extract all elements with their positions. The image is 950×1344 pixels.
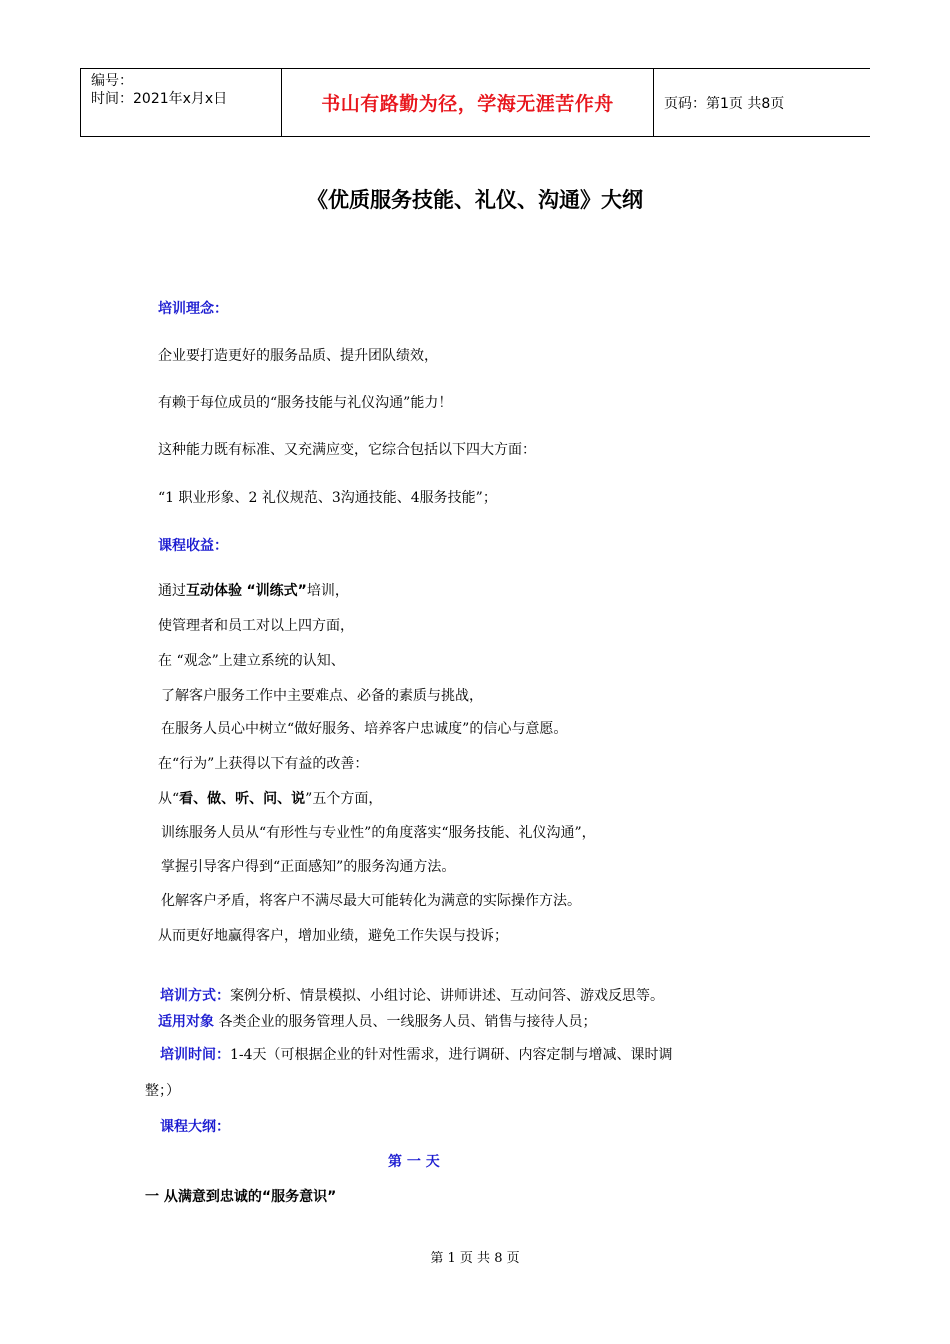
page-footer: 第 1 页 共 8 页 (430, 1251, 520, 1266)
benefits-line: 了解客户服务工作中主要难点、必备的素质与挑战， (161, 688, 483, 704)
benefits-line: 掌握引导客户得到“正面感知”的服务沟通方法。 (161, 859, 456, 875)
duration-label: 培训时间： (160, 1047, 230, 1063)
benefits-line: 化解客户矛盾，将客户不满尽最大可能转化为满意的实际操作方法。 (161, 893, 581, 909)
benefits-line (158, 580, 349, 600)
duration-line-cont: 整；） (145, 1083, 180, 1099)
document-header (80, 68, 870, 137)
benefits-line (158, 788, 382, 808)
benefits-line: 在服务人员心中树立“做好服务、培养客户忠诚度”的信心与意愿。 (161, 721, 568, 737)
header-page-info: 页码：第1页 共8页 (664, 95, 785, 112)
benefits-bold: 看、做、听、问、说 (179, 791, 306, 807)
method-line (160, 985, 664, 1005)
header-meta (80, 69, 282, 136)
audience-line (158, 1011, 596, 1031)
benefits-line: 训练服务人员从“有形性与专业性”的角度落实“服务技能、礼仪沟通”， (161, 825, 596, 841)
audience-text: 各类企业的服务管理人员、一线服务人员、销售与接待人员； (218, 1014, 597, 1030)
method-label: 培训方式： (160, 988, 230, 1004)
benefits-text: 培训， (306, 583, 349, 599)
number-label: 编号： (91, 73, 133, 89)
philosophy-heading: 培训理念： (158, 301, 228, 317)
document-title: 《优质服务技能、礼仪、沟通》大纲 (307, 188, 643, 212)
time-label: 时间：2021年x月x日 (91, 91, 228, 107)
philosophy-line: 企业要打造更好的服务品质、提升团队绩效， (158, 348, 438, 364)
audience-label: 适用对象 (158, 1014, 214, 1030)
benefits-heading: 课程收益： (158, 538, 228, 554)
benefits-line: 从而更好地赢得客户，增加业绩，避免工作失误与投诉； (158, 928, 508, 944)
method-text: 案例分析、情景模拟、小组讨论、讲师讲述、互动问答、游戏反思等。 (230, 988, 664, 1004)
benefits-bold: “训练式” (246, 583, 307, 599)
outline-day: 第 一 天 (388, 1154, 440, 1170)
philosophy-line: 这种能力既有标准、又充满应变，它综合包括以下四大方面： (158, 442, 536, 458)
benefits-text: 通过 (158, 583, 186, 599)
benefits-bold: 互动体验 (186, 583, 242, 599)
philosophy-line: 有赖于每位成员的“服务技能与礼仪沟通”能力！ (158, 395, 453, 411)
benefits-text: 从“ (158, 791, 180, 807)
benefits-line: 在“行为”上获得以下有益的改善： (158, 756, 369, 772)
benefits-text: ”五个方面， (305, 791, 383, 807)
benefits-line: 在 “观念”上建立系统的认知、 (158, 653, 345, 669)
header-motto: 书山有路勤为径，学海无涯苦作舟 (282, 69, 654, 136)
outline-heading: 课程大纲： (160, 1119, 230, 1135)
outline-section: 一 从满意到忠诚的“服务意识” (145, 1189, 337, 1205)
duration-line (160, 1044, 673, 1064)
philosophy-line: “1 职业形象、2 礼仪规范、3沟通技能、4服务技能”； (158, 490, 497, 506)
duration-text: 1-4天（可根据企业的针对性需求，进行调研、内容定制与增减、课时调 (230, 1047, 673, 1063)
benefits-line: 使管理者和员工对以上四方面， (158, 618, 354, 634)
